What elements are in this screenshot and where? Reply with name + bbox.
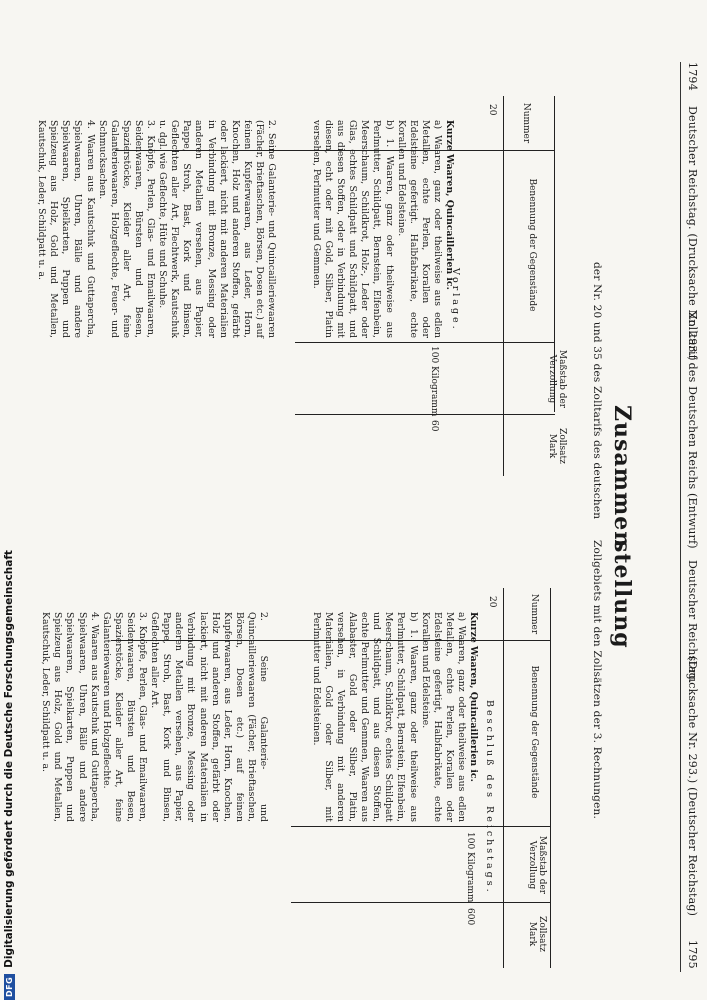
left-paragraph: a) Waaren, ganz oder theilweise aus edlen Metallen, echte Perlen, Korallen oder Edelsteine gefertigt. Halbfabrikate, echte Korallen und Edelsteine. [395, 120, 443, 338]
title-right: stellung [609, 540, 635, 649]
left-table-head-rule [503, 96, 504, 476]
right-col-number: Nummer [529, 593, 539, 635]
left-paragraph: 2. Seine Galanterie- und Quincailleriewaaren (Fächer, Brieftaschen, Börsen, Dosen etc.) auf feinen Kupferwaaren, aus Leder, Horn, Knochen, Holz und anderen Stoffen, gefärbt oder lackiert, nicht mit anderen Materialien in Verbindung mit Bronze, Messing oder anderen Metallen versehen, aus Papier, Pappe, Stroh, Bast, Kork und Binsen, Geflechten aller Art, Flechtwerk, Kautschuk u. dgl. wie Geflechte, Hüte und Schuhe. [157, 120, 277, 338]
right-paragraph: a) Waaren, ganz oder theilweise aus edlen Metallen, echte Perlen, Korallen oder Edelsteine gefertigt, Halbfabrikate, echte Korallen und Edelsteine. [419, 612, 467, 822]
right-row-number: 20 [487, 596, 497, 608]
left-col-divider-3 [295, 414, 555, 415]
dfg-footer-text: Digitalisierung gefördert durch die Deutsche Forschungsgemeinschaft [3, 550, 15, 968]
dfg-footer [2, 550, 16, 1000]
left-paragraph: Kurze Waaren, Quincaillerien ic. [444, 120, 455, 290]
right-col-desc: Benennung der Gegenstände [529, 665, 539, 799]
right-rate-unit: 100 Kilogramm [465, 832, 475, 903]
page-number-right: 1795 [686, 940, 699, 969]
left-body-lower [35, 120, 277, 338]
right-paragraph: 2. Seine Galanterie- und Quincailleriewaaren (Fächer, Brieftaschen, Börsen, Dosen etc.) auf feinen Kupferwaaren, aus Leder, Horn, Knochen, Holz und anderen Stoffen, gefärbt oder lackiert, nicht mit anderen Materialien in Verbindung mit Bronze, Messing oder anderen Metallen versehen, aus Papier, Pappe, Stroh, Bast, Kork und Binsen, Geflechten aller Art. [149, 612, 269, 822]
header-right: (Drucksache Nr. 293.) (Deutscher Reichstag) [686, 656, 699, 917]
subtitle-right: Zollgebiets mit den Zollsätzen der 3. Rechnungen. [591, 540, 603, 819]
left-col-rate-unit: Maßstab der Verzollung [546, 349, 567, 409]
right-paragraph: 4. Waaren aus Kautschuk und Guttapercha, Spielwaaren, Uhren, Bälle und andere Spielwaaren, Spielkarten, Puppen und Spielzeug aus Holz, Gold und Metallen, Kautschuk, Leder, Schildpatt u. a. [40, 612, 100, 822]
left-row-number: 20 [487, 104, 497, 116]
header-center: Deutscher Reichstag. [686, 560, 699, 684]
left-caption: Vorlage. [450, 268, 461, 332]
left-paragraph: b) 1. Waaren, ganz oder theilweise aus Perlmutter, Schildpatt, Bernstein, Elfenbein, Meerschaum, Schildkrot, Holz-, Leder oder Glas, echtes Schildpatt und Schildpatt, und aus diesen Stoffen, oder in Verbindung mit diesen, echt oder mit Gold, Silber, Platin versehen, Perlmutter und Gemmen. [310, 120, 395, 338]
subtitle-left: der Nr. 20 und 35 des Zolltarifs des deutschen [591, 262, 603, 520]
right-col-divider-3 [291, 902, 551, 903]
right-paragraph: 3. Knöpfe, Perlen, Glas- und Emailwaaren, Seidenwaaren, Bürsten und Besen, Spazierstöcke, Kleider aller Art, feine Galanteriewaaren und Holzgeflechte. [100, 612, 149, 822]
right-col-rate: Zollsatz Mark [526, 916, 547, 952]
title-left: Zusammen [609, 405, 635, 549]
left-paragraph: 4. Waaren aus Kautschuk und Guttapercha, Spielwaaren, Uhren, Bälle und andere Spielwaaren, Spielkarten, Puppen und Spielzeug aus Holz, Gold und Metallen, Kautschuk, Leder, Schildpatt u. a. [36, 120, 96, 338]
left-col-divider-2 [295, 342, 555, 343]
right-table-head-rule [503, 588, 504, 968]
right-caption: Beschluß des Reichstags. [484, 700, 495, 895]
right-paragraph: b) 1. Waaren, ganz oder theilweise aus Perlmutter, Schildpatt, Bernstein, Elfenbein, Meerschaum, Schildkrot, echtes Schildpatt und Schildpatt, und aus diesen Stoffen, echte Perlmutter und Gemmen, Waaren aus Alabaster, Gold oder Silber, Platin, versehen, in Verbindung mit anderen Materialien, Gold oder Silber, mit Perlmutter und Edelsteinen. [310, 612, 419, 822]
right-body-lower [39, 612, 269, 822]
right-col-rate-unit: Maßstab der Verzollung [526, 835, 547, 895]
left-col-number: Nummer [521, 102, 531, 144]
right-body [310, 612, 479, 822]
header-left: Deutscher Reichstag. (Drucksache Nr. 293.) [686, 106, 699, 361]
left-col-rate: Zollsatz Mark [546, 428, 567, 464]
right-table-top-rule [550, 588, 551, 968]
left-body [310, 120, 455, 338]
right-col-divider-2 [291, 826, 551, 827]
left-rate-value: 60 [429, 420, 439, 432]
left-col-desc: Benennung der Gegenstände [527, 178, 537, 312]
header-middle-a: Zolltarif des Deutschen Reichs (Entwurf) [686, 312, 699, 549]
right-rate-value: 600 [465, 908, 475, 926]
left-paragraph: 3. Knöpfe, Perlen, Glas- und Emailwaaren, Seidenwaaren, Bürsten und Besen, Spazierstöcke, Kleider aller Art, feine Galanteriewaaren, Holzgeflechte, Feuer- und Schmucksachen. [96, 120, 157, 338]
dfg-logo: DFG [4, 974, 15, 1000]
page-number-left: 1794 [686, 62, 699, 91]
right-paragraph: Kurze Waaren, Quincaillerien ic. [468, 612, 479, 782]
header-rule [680, 62, 681, 972]
left-rate-unit: 100 Kilogramm [429, 346, 439, 417]
